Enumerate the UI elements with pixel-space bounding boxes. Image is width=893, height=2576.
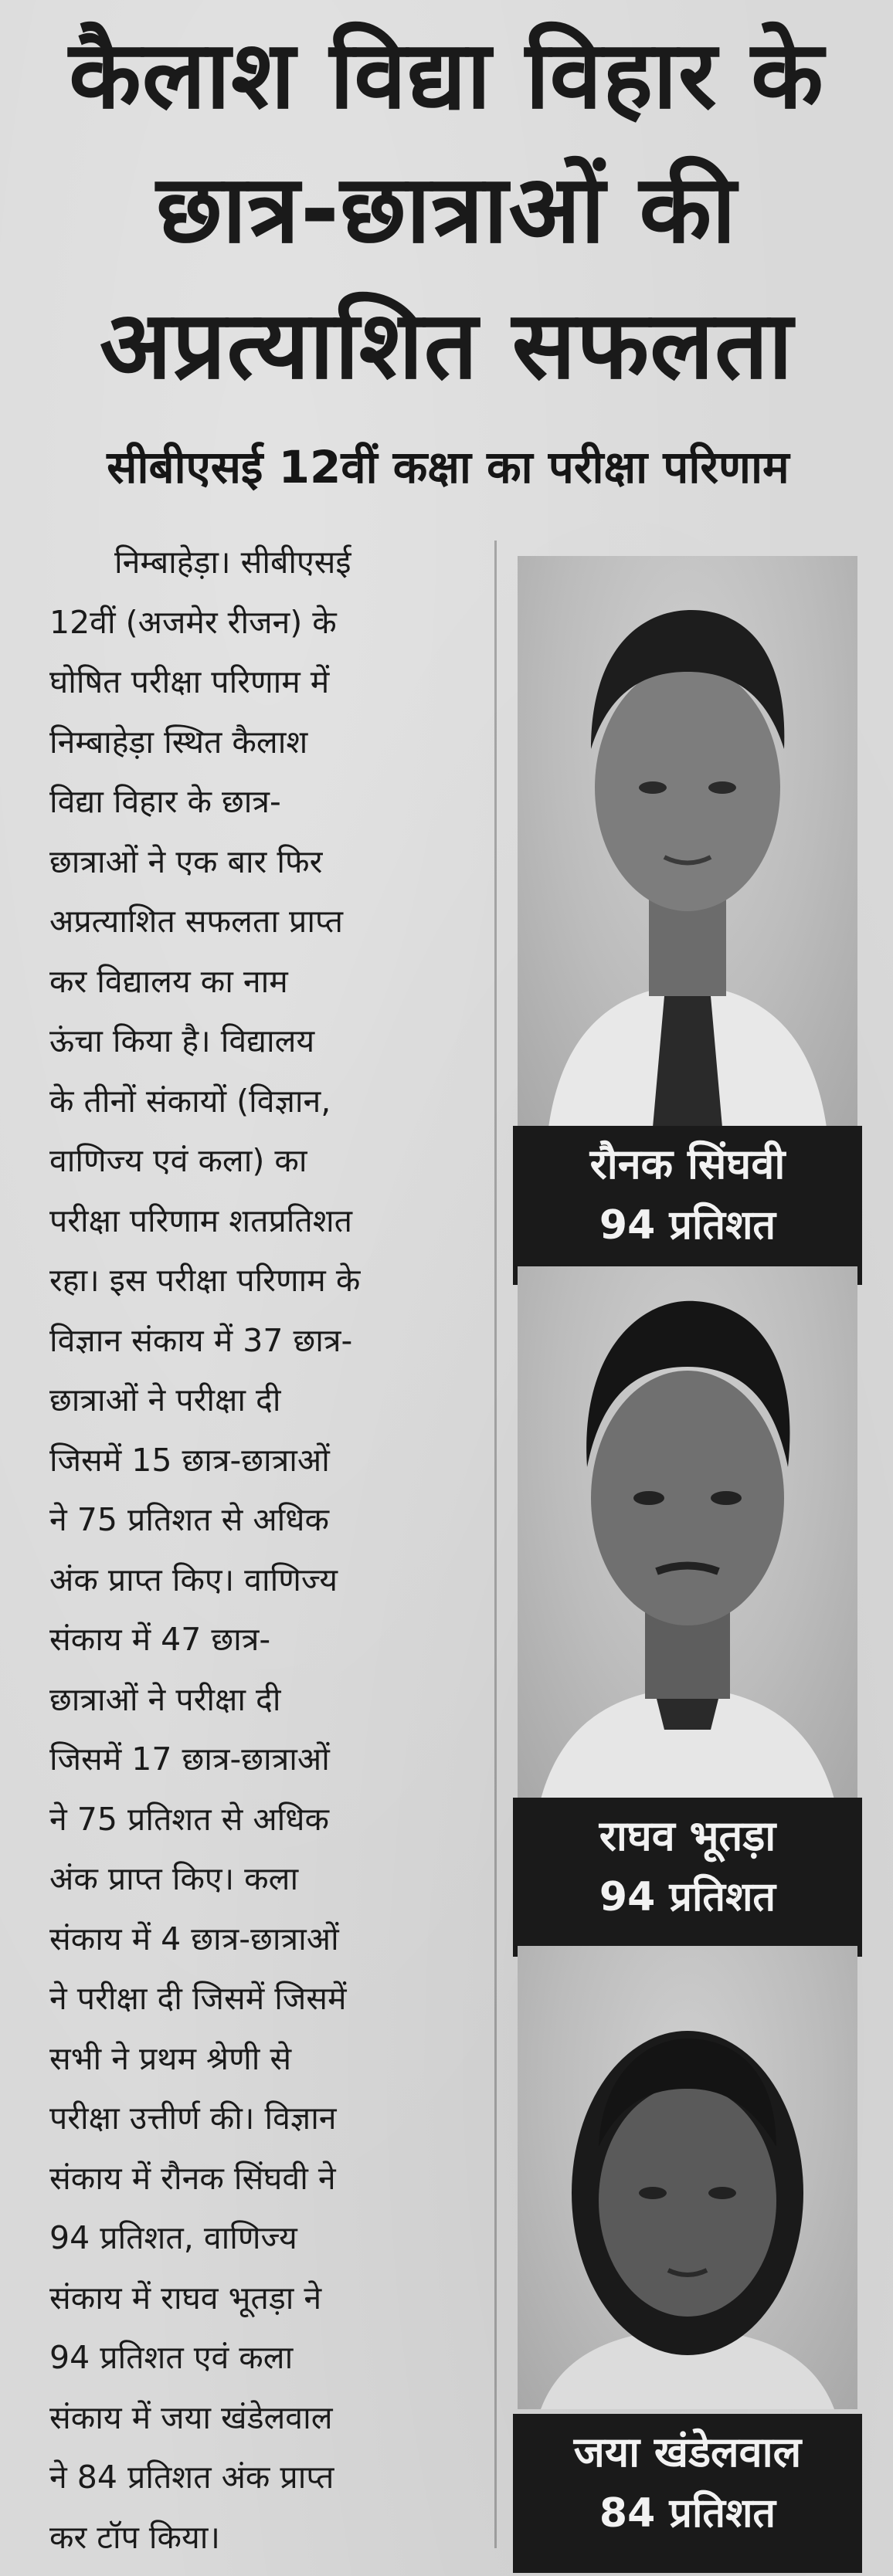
article-line: कर टॉप किया।	[49, 2518, 220, 2556]
column-divider	[494, 541, 497, 2548]
article-line: संकाय में जया खंडेलवाल	[49, 2398, 333, 2436]
student-name: जया खंडेलवाल	[573, 2428, 802, 2476]
article-line: ने 75 प्रतिशत से अधिक	[49, 1800, 329, 1838]
article-line: विद्या विहार के छात्र-	[49, 783, 281, 820]
headline-line-1: कैलाश विद्या विहार के	[69, 20, 824, 130]
article-line: जिसमें 17 छात्र-छात्राओं	[49, 1740, 330, 1778]
student-name: रौनक सिंघवी	[589, 1140, 786, 1188]
article-line: सभी ने प्रथम श्रेणी से	[49, 2039, 292, 2077]
article-line: अंक प्राप्त किए। वाणिज्य	[49, 1561, 338, 1598]
article-line: ने परीक्षा दी जिसमें जिसमें	[49, 1980, 347, 2017]
article-line: परीक्षा उत्तीर्ण की। विज्ञान	[49, 2100, 337, 2137]
article-line: संकाय में 47 छात्र-	[49, 1621, 271, 1658]
article-line: 94 प्रतिशत एवं कला	[49, 2339, 294, 2376]
article-line-text: सीबीएसई	[240, 544, 351, 581]
article-line: छात्राओं ने परीक्षा दी	[49, 1381, 281, 1418]
article-line: छात्राओं ने एक बार फिर	[49, 842, 323, 880]
article-line: विज्ञान संकाय में 37 छात्र-	[49, 1321, 353, 1359]
article-line: अंक प्राप्त किए। कला	[49, 1860, 299, 1897]
portrait-silhouette	[518, 1946, 857, 2409]
student-photo-2	[518, 1266, 857, 1799]
article-line: संकाय में 4 छात्र-छात्राओं	[49, 1920, 339, 1957]
student-photo-3	[518, 1946, 857, 2409]
article-line: संकाय में रौनक सिंघवी ने	[49, 2159, 336, 2197]
article-line: परीक्षा परिणाम शतप्रतिशत	[49, 1202, 353, 1239]
article-line: अप्रत्याशित सफलता प्राप्त	[49, 903, 343, 940]
student-percent: 94 प्रतिशत	[599, 1874, 776, 1920]
article-line: घोषित परीक्षा परिणाम में	[49, 663, 330, 700]
article-line: ने 84 प्रतिशत अंक प्राप्त	[49, 2459, 334, 2496]
article-line: रहा। इस परीक्षा परिणाम के	[49, 1262, 361, 1299]
article-body	[49, 533, 482, 2568]
article-line: कर विद्यालय का नाम	[49, 962, 288, 1000]
article-line: वाणिज्य एवं कला) का	[49, 1142, 307, 1179]
student-caption-2	[513, 1798, 862, 1957]
student-percent: 84 प्रतिशत	[599, 2490, 776, 2537]
student-caption-1	[513, 1126, 862, 1285]
portrait-silhouette	[518, 556, 857, 1127]
article-line	[49, 533, 482, 593]
article-line: 94 प्रतिशत, वाणिज्य	[49, 2219, 297, 2256]
dateline: निम्बाहेड़ा।	[114, 544, 231, 581]
article-line: ऊंचा किया है। विद्यालय	[49, 1022, 315, 1059]
article-line: के तीनों संकायों (विज्ञान,	[49, 1082, 331, 1120]
article-line: छात्राओं ने परीक्षा दी	[49, 1680, 281, 1718]
student-photo-1	[518, 556, 857, 1127]
article-line: जिसमें 15 छात्र-छात्राओं	[49, 1441, 330, 1479]
student-percent: 94 प्रतिशत	[599, 1202, 776, 1249]
headline-line-3: अप्रत्याशित सफलता	[99, 290, 794, 400]
student-name: राघव भूतड़ा	[599, 1812, 776, 1860]
article-line: ने 75 प्रतिशत से अधिक	[49, 1501, 329, 1538]
article-line: निम्बाहेड़ा स्थित कैलाश	[49, 723, 308, 761]
subheadline: सीबीएसई 12वीं कक्षा का परीक्षा परिणाम	[107, 441, 789, 493]
headline-line-2: छात्र-छात्राओं की	[156, 154, 737, 264]
article-line: 12वीं (अजमेर रीजन) के	[49, 603, 337, 641]
article-line: संकाय में राघव भूतड़ा ने	[49, 2279, 322, 2317]
student-caption-3	[513, 2414, 862, 2573]
portrait-silhouette	[518, 1266, 857, 1799]
